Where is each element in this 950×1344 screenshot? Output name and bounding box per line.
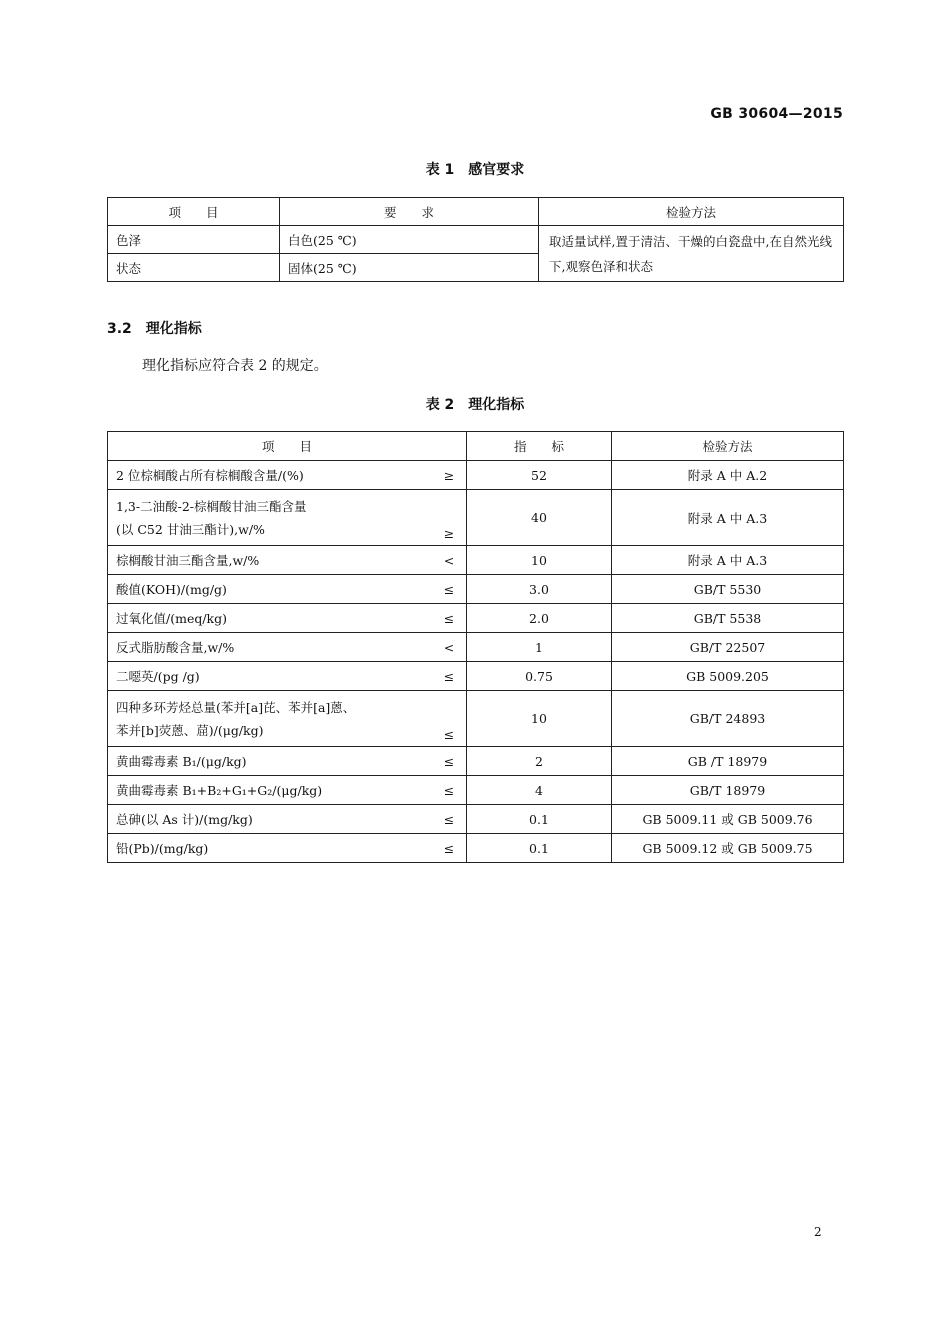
table-header-row [108,198,844,226]
comparison-symbol: ≤ [443,840,455,856]
cell-item [108,490,467,546]
header-item: 项 目 [108,432,467,461]
cell-method: GB/T 5530 [612,575,844,604]
cell-method: 附录 A 中 A.3 [612,546,844,575]
cell-indicator-value: 4 [467,776,612,805]
cell-indicator-value: 0.75 [467,662,612,691]
header-method: 检验方法 [539,198,844,226]
table-row [108,776,844,805]
section-paragraph: 理化指标应符合表 2 的规定。 [142,358,328,374]
cell-item [108,461,467,490]
cell-indicator-value: 3.0 [467,575,612,604]
header-method: 检验方法 [612,432,844,461]
item-label: 黄曲霉毒素 B₁+B₂+G₁+G₂/(μg/kg) [116,782,323,798]
comparison-symbol: ≤ [443,726,455,742]
cell-item [108,662,467,691]
physicochemical-indicators-table [107,431,844,863]
item-label: 黄曲霉毒素 B₁/(μg/kg) [116,753,247,769]
cell-indicator-value: 0.1 [467,805,612,834]
cell-requirement: 固体(25 ℃) [280,254,539,282]
cell-indicator-value: 2 [467,747,612,776]
cell-method: GB/T 22507 [612,633,844,662]
item-label-line2: (以 C52 甘油三酯计),w/% [116,521,265,537]
comparison-symbol: < [443,552,455,568]
table-row [108,490,844,546]
table-row [108,604,844,633]
cell-item [108,575,467,604]
cell-item: 色泽 [108,226,280,254]
header-item: 项 目 [108,198,280,226]
item-label: 总砷(以 As 计)/(mg/kg) [116,811,253,827]
table-row [108,662,844,691]
comparison-symbol: ≤ [443,581,455,597]
comparison-symbol: ≥ [443,525,455,541]
item-label: 2 位棕榈酸占所有棕榈酸含量/(%) [116,467,304,483]
table1-title: 表 1 感官要求 [425,162,525,178]
table-row [108,575,844,604]
comparison-symbol: < [443,639,455,655]
cell-method: 附录 A 中 A.2 [612,461,844,490]
table-row [108,546,844,575]
comparison-symbol: ≤ [443,811,455,827]
header-indicator: 指 标 [467,432,612,461]
table2-title: 表 2 理化指标 [425,397,525,413]
table-row [108,747,844,776]
item-label: 铅(Pb)/(mg/kg) [116,840,209,856]
section-heading: 3.2 理化指标 [107,321,202,337]
item-label: 过氧化值/(meq/kg) [116,610,228,626]
cell-indicator-value: 0.1 [467,834,612,863]
cell-method: GB 5009.11 或 GB 5009.76 [612,805,844,834]
cell-method: GB/T 5538 [612,604,844,633]
cell-item [108,691,467,747]
cell-item [108,604,467,633]
cell-item [108,805,467,834]
cell-indicator-value: 1 [467,633,612,662]
item-label: 1,3-二油酸-2-棕榈酸甘油三酯含量 [116,498,307,514]
item-label: 酸值(KOH)/(mg/g) [116,581,227,597]
cell-method: 取适量试样,置于清洁、干燥的白瓷盘中,在自然光线下,观察色泽和状态 [539,226,844,282]
cell-method: GB 5009.205 [612,662,844,691]
cell-item [108,747,467,776]
header-requirement: 要 求 [280,198,539,226]
table-row [108,633,844,662]
cell-indicator-value: 10 [467,546,612,575]
table-row [108,691,844,747]
page-number: 2 [814,1225,822,1239]
table-row [108,226,844,254]
cell-indicator-value: 2.0 [467,604,612,633]
item-label: 棕榈酸甘油三酯含量,w/% [116,552,260,568]
comparison-symbol: ≤ [443,782,455,798]
standard-code: GB 30604—2015 [710,106,843,122]
cell-method: GB /T 18979 [612,747,844,776]
cell-method: GB 5009.12 或 GB 5009.75 [612,834,844,863]
comparison-symbol: ≤ [443,753,455,769]
table-header-row [108,432,844,461]
cell-indicator-value: 40 [467,490,612,546]
cell-method: GB/T 24893 [612,691,844,747]
table-row [108,805,844,834]
cell-method: 附录 A 中 A.3 [612,490,844,546]
cell-item [108,546,467,575]
comparison-symbol: ≤ [443,610,455,626]
cell-item [108,633,467,662]
table-row [108,834,844,863]
comparison-symbol: ≤ [443,668,455,684]
sensory-requirements-table [107,197,844,282]
cell-method: GB/T 18979 [612,776,844,805]
item-label: 二噁英/(pg /g) [116,668,200,684]
item-label: 反式脂肪酸含量,w/% [116,639,235,655]
table-body [108,461,844,863]
cell-requirement: 白色(25 ℃) [280,226,539,254]
item-label-line2: 苯并[b]荧蒽、䓛)/(μg/kg) [116,722,264,738]
item-label: 四种多环芳烃总量(苯并[a]芘、苯并[a]蒽、 [116,699,356,715]
cell-indicator-value: 52 [467,461,612,490]
table-row [108,461,844,490]
comparison-symbol: ≥ [443,467,455,483]
cell-indicator-value: 10 [467,691,612,747]
cell-item [108,834,467,863]
cell-item: 状态 [108,254,280,282]
cell-item [108,776,467,805]
